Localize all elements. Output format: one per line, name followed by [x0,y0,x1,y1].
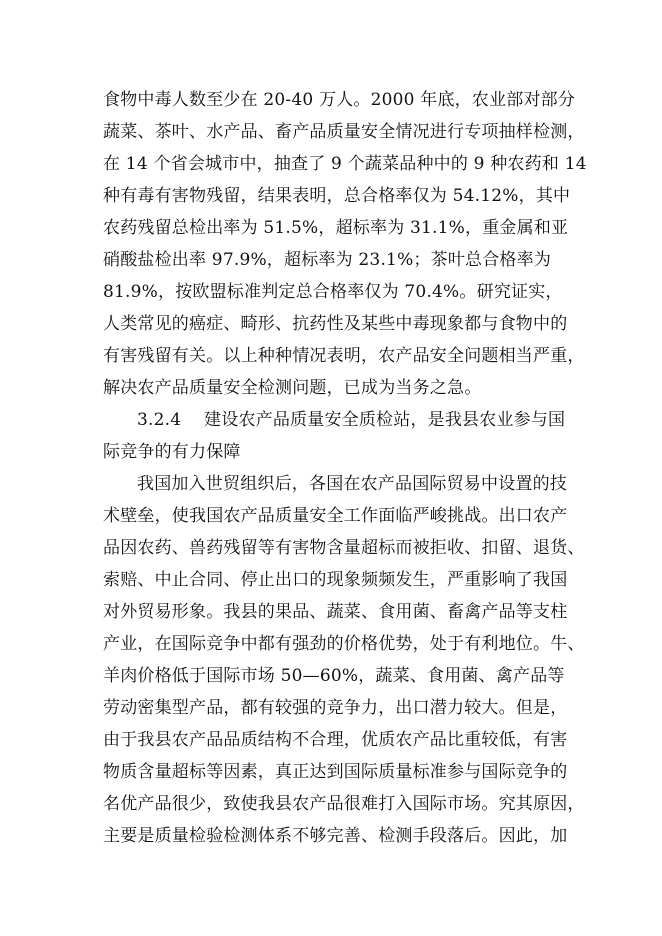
text-line: 解决农产品质量安全检测问题，已成为当务之急。 [103,378,482,398]
text-line: 物质含量超标等因素，真正达到国际质量标准参与国际竞争的 [103,762,568,782]
text-line: 人类常见的癌症、畸形、抗药性及某些中毒现象都与食物中的 [103,314,568,334]
section-heading: 3.2.4 建设农产品质量安全质检站，是我县农业参与国 [137,410,566,430]
text-line: 81.9%，按欧盟标准判定总合格率仅为 70.4%。研究证实， [103,282,563,302]
section-heading-continued: 际竞争的有力保障 [103,442,241,462]
text-line: 名优产品很少，致使我县农产品很难打入国际市场。究其原因， [103,794,585,814]
text-line: 索赔、中止合同、停止出口的现象频频发生，严重影响了我国 [103,570,568,590]
text-line: 蔬菜、茶叶、水产品、畜产品质量安全情况进行专项抽样检测， [103,122,585,142]
text-line: 羊肉价格低于国际市场 50—60%，蔬菜、食用菌、禽产品等 [103,666,565,686]
text-line: 有害残留有关。以上种种情况表明，农产品安全问题相当严重， [103,346,585,366]
text-line: 劳动密集型产品，都有较强的竞争力，出口潜力较大。但是， [103,698,568,718]
text-line: 硝酸盐检出率 97.9%，超标率为 23.1%；茶叶总合格率为 [103,250,552,270]
text-line: 食物中毒人数至少在 20-40 万人。2000 年底，农业部对部分 [103,90,576,110]
text-line: 对外贸易形象。我县的果品、蔬菜、食用菌、畜禽产品等支柱 [103,602,568,622]
paragraph-start-line: 我国加入世贸组织后，各国在农产品国际贸易中设置的技 [137,474,567,494]
text-line: 种有毒有害物残留，结果表明，总合格率仅为 54.12%，其中 [103,186,571,206]
text-line: 产业，在国际竞争中都有强劲的价格优势，处于有利地位。牛、 [103,634,585,654]
text-line: 术壁垒，使我国农产品质量安全工作面临严峻挑战。出口农产 [103,506,568,526]
text-line: 由于我县农产品品质结构不合理，优质农产品比重较低，有害 [103,730,568,750]
text-line: 主要是质量检验检测体系不够完善、检测手段落后。因此，加 [103,826,568,846]
text-line: 农药残留总检出率为 51.5%，超标率为 31.1%，重金属和亚 [103,218,569,238]
text-line: 品因农药、兽药残留等有害物含量超标而被拒收、扣留、退货、 [103,538,585,558]
text-line: 在 14 个省会城市中，抽查了 9 个蔬菜品种中的 9 种农药和 14 [103,154,587,174]
